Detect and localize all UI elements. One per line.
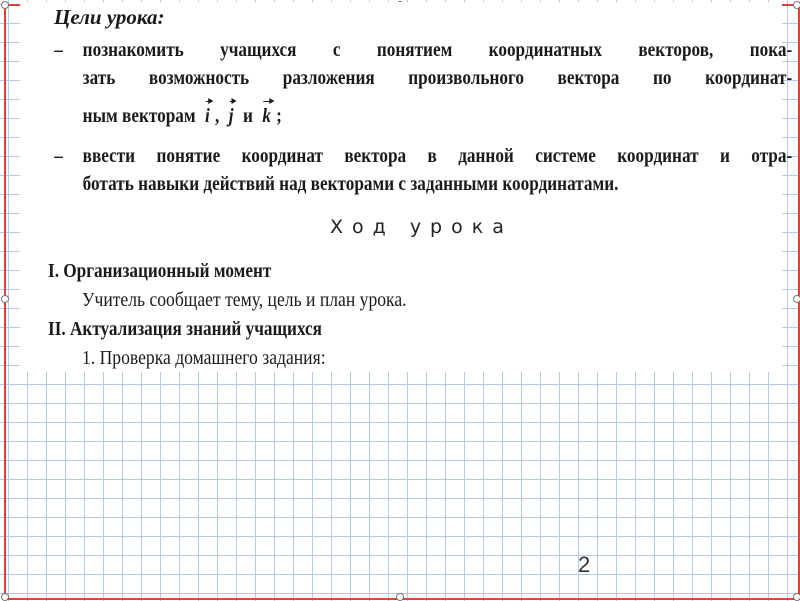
vector-j: j <box>229 102 234 130</box>
resize-handle-middle-right[interactable] <box>793 295 800 303</box>
goal1-line3 <box>83 102 793 130</box>
section-2-item: 1. Проверка домашнего задания: <box>82 347 326 369</box>
goal-item-1 <box>50 36 793 130</box>
semicolon: ; <box>276 105 282 127</box>
goal-bullet: – <box>54 39 63 61</box>
conjunction: и <box>242 105 253 127</box>
resize-handle-top-left[interactable] <box>1 1 9 9</box>
resize-handle-top-right[interactable] <box>793 1 800 9</box>
goal2-line2: ботать навыки действий над векторами с заданными координатами. <box>82 173 619 195</box>
vector-i: i <box>205 102 210 130</box>
goal1-line3-prefix: ным векторам <box>82 105 196 127</box>
vector-k: k <box>262 102 271 130</box>
goals-title: Цели урока: <box>54 5 165 29</box>
section-1-title: I. Организационный момент <box>48 260 272 282</box>
resize-handle-middle-left[interactable] <box>1 295 9 303</box>
goal-bullet: – <box>54 145 63 167</box>
lesson-heading: Ход урока <box>330 216 513 238</box>
page-number: 2 <box>578 552 591 577</box>
section-2-title: II. Актуализация знаний учащихся <box>48 318 322 340</box>
section-1-item: Учитель сообщает тему, цель и план урока. <box>82 289 407 311</box>
comma: , <box>214 105 220 127</box>
goal1-line1: познакомить учащихся с понятием координатных векторов, пока- <box>82 39 793 61</box>
goal-item-2 <box>50 142 793 198</box>
goal1-line2: зать возможность разложения произвольного вектора по координат- <box>82 67 793 89</box>
goal2-line1: ввести понятие координат вектора в данной системе координат и отра- <box>82 145 793 167</box>
scanned-text-image[interactable] <box>20 2 793 372</box>
